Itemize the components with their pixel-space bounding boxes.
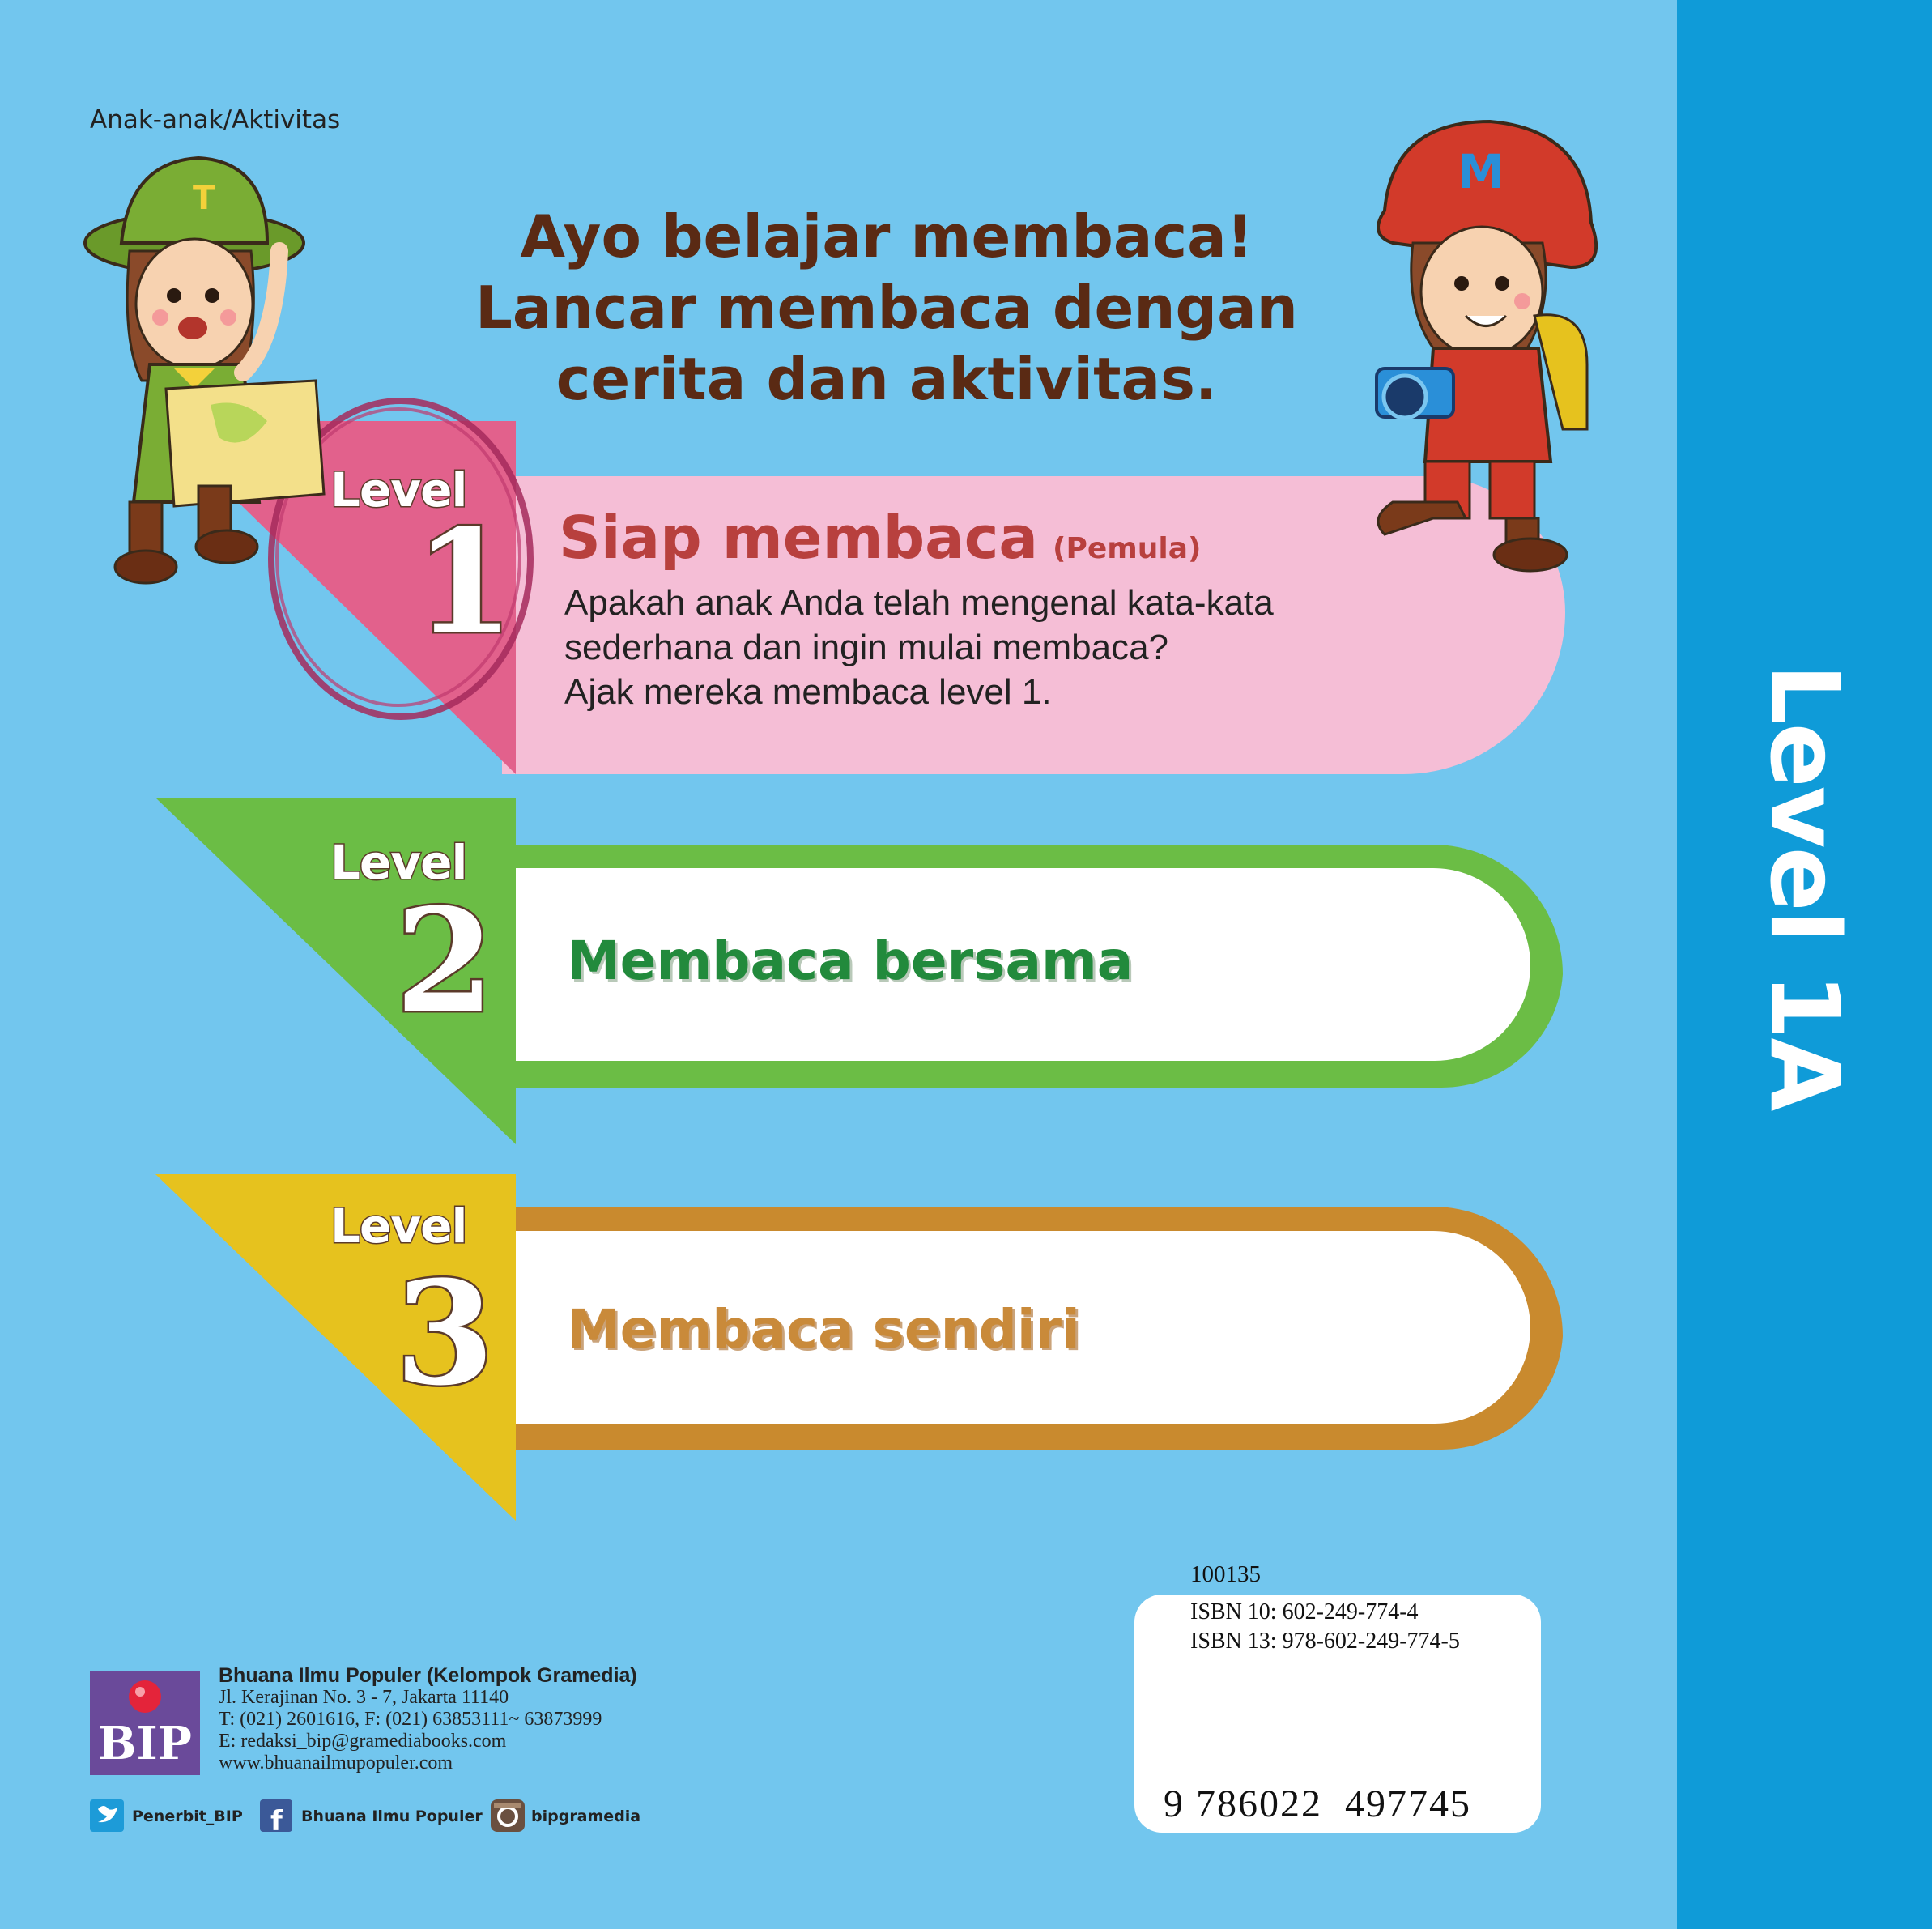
level-3-title: Membaca sendiri [567,1298,1080,1361]
level-3-number: 3 [395,1250,495,1417]
level-2-title: Membaca bersama [567,930,1134,992]
facebook-page: Bhuana Ilmu Populer [301,1808,483,1825]
headline-line-1: Ayo belajar membaca! [520,202,1253,270]
bip-logo-text: BIP [98,1717,192,1770]
instagram-handle: bipgramedia [531,1808,641,1825]
isbn-13: ISBN 13: 978-602-249-774-5 [1190,1629,1460,1654]
twitter-icon [90,1799,124,1832]
category-label: Anak-anak/Aktivitas [90,105,341,134]
level-1-description: Apakah anak Anda telah mengenal kata-kata sederhana dan ingin mulai membaca? Ajak mereka membaca level 1. [564,583,1274,712]
publisher-name: Bhuana Ilmu Populer (Kelompok Gramedia) [219,1664,637,1687]
svg-text:f: f [270,1805,283,1837]
product-code: 100135 [1190,1561,1261,1587]
level-1-number: 1 [415,498,514,666]
headline-line-2: Lancar membaca dengan [475,274,1298,342]
publisher-phone: T: (021) 2601616, F: (021) 63853111~ 63873999 [219,1709,602,1730]
level-3-word: Level [330,1199,467,1254]
level-2-number: 2 [395,877,495,1045]
isbn-10: ISBN 10: 602-249-774-4 [1190,1599,1419,1625]
barcode-digits: 9 786022 497745 [1164,1782,1471,1825]
publisher-email: E: redaksi_bip@gramediabooks.com [219,1731,507,1752]
publisher-info [219,1665,637,1774]
headline-line-3: cerita dan aktivitas. [555,345,1218,413]
level-1-subtitle: (Pemula) [1053,532,1202,565]
svg-text:T: T [193,180,215,217]
level-1-title: Siap membaca (Pemula) [559,504,1202,572]
twitter-handle: Penerbit_BIP [132,1808,243,1825]
svg-text:M: M [1458,144,1504,199]
publisher-website: www.bhuanailmupopuler.com [219,1752,453,1774]
level-1-word: Level [330,462,467,517]
level-2-word: Level [330,835,467,890]
publisher-address: Jl. Kerajinan No. 3 - 7, Jakarta 11140 [219,1687,509,1708]
spine-label: Level 1A [1748,663,1861,1110]
